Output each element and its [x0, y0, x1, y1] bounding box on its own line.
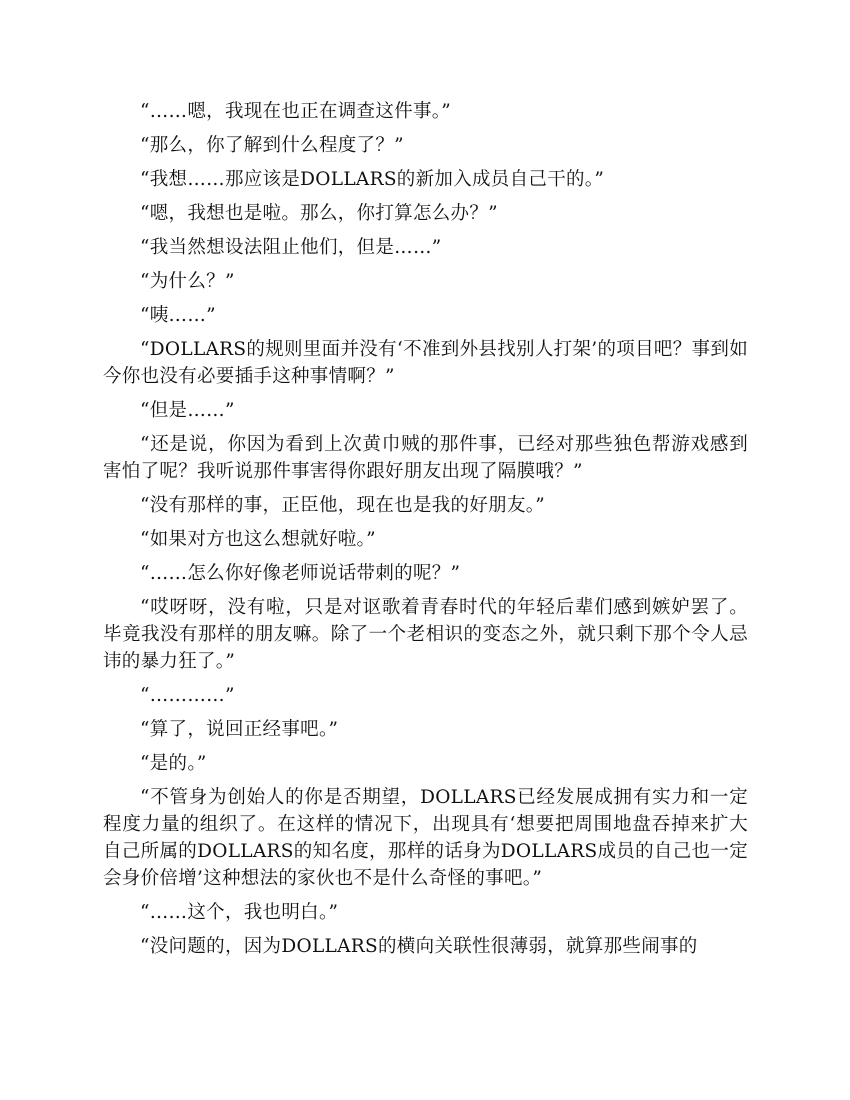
paragraph: “哎呀呀，没有啦，只是对讴歌着青春时代的年轻后辈们感到嫉妒罢了。毕竟我没有那样的朋友嘛。除了一个老相识的变态之外，就只剩下那个令人忌讳的暴力狂了。” — [103, 597, 748, 672]
paragraph: “不管身为创始人的你是否期望，DOLLARS已经发展成拥有实力和一定程度力量的组织了。在这样的情况下，出现具有‘想要把周围地盘吞掉来扩大自己所属的DOLLARS的知名度，那样的话身为DOLLARS成员的自己也一定会身价倍增’这种想法的家伙也不是什么奇怪的事吧。” — [103, 787, 748, 889]
paragraph: “我当然想设法阻止他们，但是……” — [140, 237, 442, 258]
paragraph: “……这个，我也明白。” — [140, 902, 339, 923]
paragraph: “…………” — [140, 685, 235, 706]
paragraph: “我想……那应该是DOLLARS的新加入成员自己干的。” — [140, 169, 605, 190]
paragraph: “没问题的，因为DOLLARS的横向关联性很薄弱，就算那些闹事的 — [140, 936, 698, 957]
paragraph: “嗯，我想也是啦。那么，你打算怎么办？” — [140, 203, 498, 224]
paragraph: “咦……” — [140, 305, 216, 326]
paragraph: “如果对方也这么想就好啦。” — [140, 529, 376, 550]
paragraph: “……嗯，我现在也正在调查这件事。” — [140, 101, 452, 122]
paragraph: “没有那样的事，正臣他，现在也是我的好朋友。” — [140, 495, 546, 516]
paragraph: “还是说，你因为看到上次黄巾贼的那件事，已经对那些独色帮游戏感到害怕了呢？我听说那件事害得你跟好朋友出现了隔膜哦？” — [103, 434, 748, 482]
paragraph: “……怎么你好像老师说话带刺的呢？” — [140, 563, 461, 584]
body-text — [103, 98, 748, 967]
paragraph: “DOLLARS的规则里面并没有‘不准到外县找别人打架’的项目吧？事到如今你也没有必要插手这种事情啊？” — [103, 339, 748, 387]
paragraph: “是的。” — [140, 753, 207, 774]
paragraph: “为什么？” — [140, 271, 235, 292]
paragraph: “那么，你了解到什么程度了？” — [140, 135, 404, 156]
paragraph: “但是……” — [140, 400, 235, 421]
paragraph: “算了，说回正经事吧。” — [140, 719, 339, 740]
